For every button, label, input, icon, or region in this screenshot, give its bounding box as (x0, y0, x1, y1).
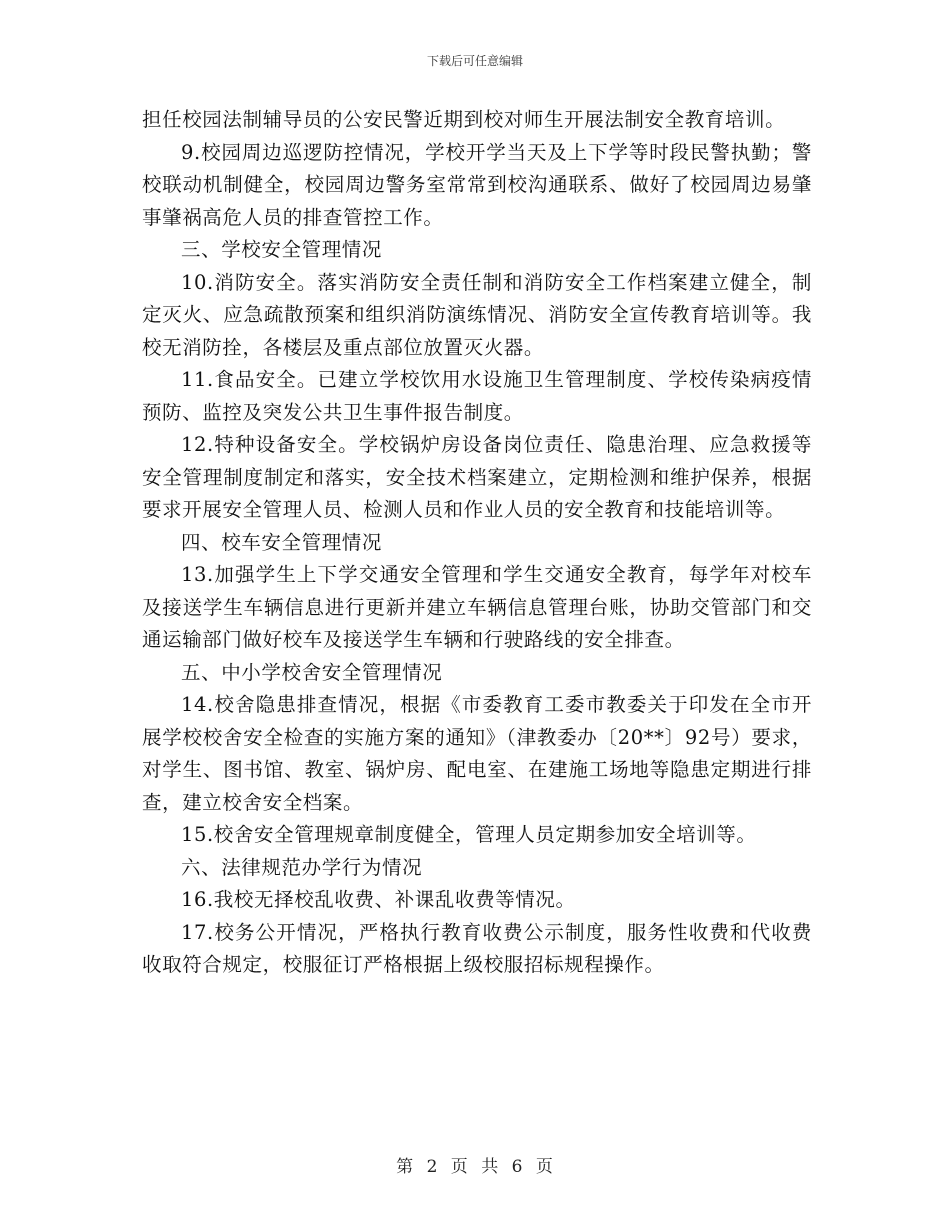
paragraph-item-11: 11.食品安全。已建立学校饮用水设施卫生管理制度、学校传染病疫情预防、监控及突发公共卫生事件报告制度。 (142, 368, 812, 424)
paragraph-item-17: 17.校务公开情况，严格执行教育收费公示制度，服务性收费和代收费收取符合规定，校服征订严格根据上级校服招标规程操作。 (142, 920, 812, 976)
paragraph-item-14: 14.校舍隐患排查情况，根据《市委教育工委市教委关于印发在全市开展学校校舍安全检查的实施方案的通知》（津教委办〔20**〕92号）要求，对学生、图书馆、教室、锅炉房、配电室、在建施工场地等隐患定期进行排查，建立校舍安全档案。 (142, 693, 812, 814)
section-heading-3: 三、学校安全管理情况 (181, 238, 383, 261)
section-heading-5: 五、中小学校舍安全管理情况 (181, 660, 443, 684)
paragraph-item-15: 15.校舍安全管理规章制度健全，管理人员定期参加安全培训等。 (181, 823, 757, 846)
paragraph-item-9: 9.校园周边巡逻防控情况，学校开学当天及上下学等时段民警执勤；警校联动机制健全，校园周边警务室常常到校沟通联系、做好了校园周边易肇事肇祸高危人员的排查管控工作。 (142, 140, 812, 229)
paragraph-item-16: 16.我校无择校乱收费、补课乱收费等情况。 (181, 888, 576, 911)
page-header: 下载后可任意编辑 (426, 54, 523, 68)
paragraph-1: 担任校园法制辅导员的公安民警近期到校对师生开展法制安全教育培训。 (142, 108, 786, 131)
paragraph-item-10: 10.消防安全。落实消防安全责任制和消防安全工作档案建立健全，制定灭火、应急疏散预案和组织消防演练情况、消防安全宣传教育培训等。我校无消防拴，各楼层及重点部位放置灭火器。 (142, 270, 812, 359)
page-footer: 第 2 页 共 6 页 (396, 1157, 554, 1177)
section-heading-4: 四、校车安全管理情况 (181, 530, 383, 554)
paragraph-item-12: 12.特种设备安全。学校锅炉房设备岗位责任、隐患治理、应急救援等安全管理制度制定和落实，安全技术档案建立，定期检测和维护保养，根据要求开展安全管理人员、检测人员和作业人员的安全教育和技能培训等。 (142, 433, 812, 521)
paragraph-item-13: 13.加强学生上下学交通安全管理和学生交通安全教育，每学年对校车及接送学生车辆信息进行更新并建立车辆信息管理台账，协助交管部门和交通运输部门做好校车及接送学生车辆和行驶路线的安全排查。 (142, 563, 812, 651)
document-body (142, 104, 812, 982)
section-heading-6: 六、法律规范办学行为情况 (181, 855, 423, 879)
